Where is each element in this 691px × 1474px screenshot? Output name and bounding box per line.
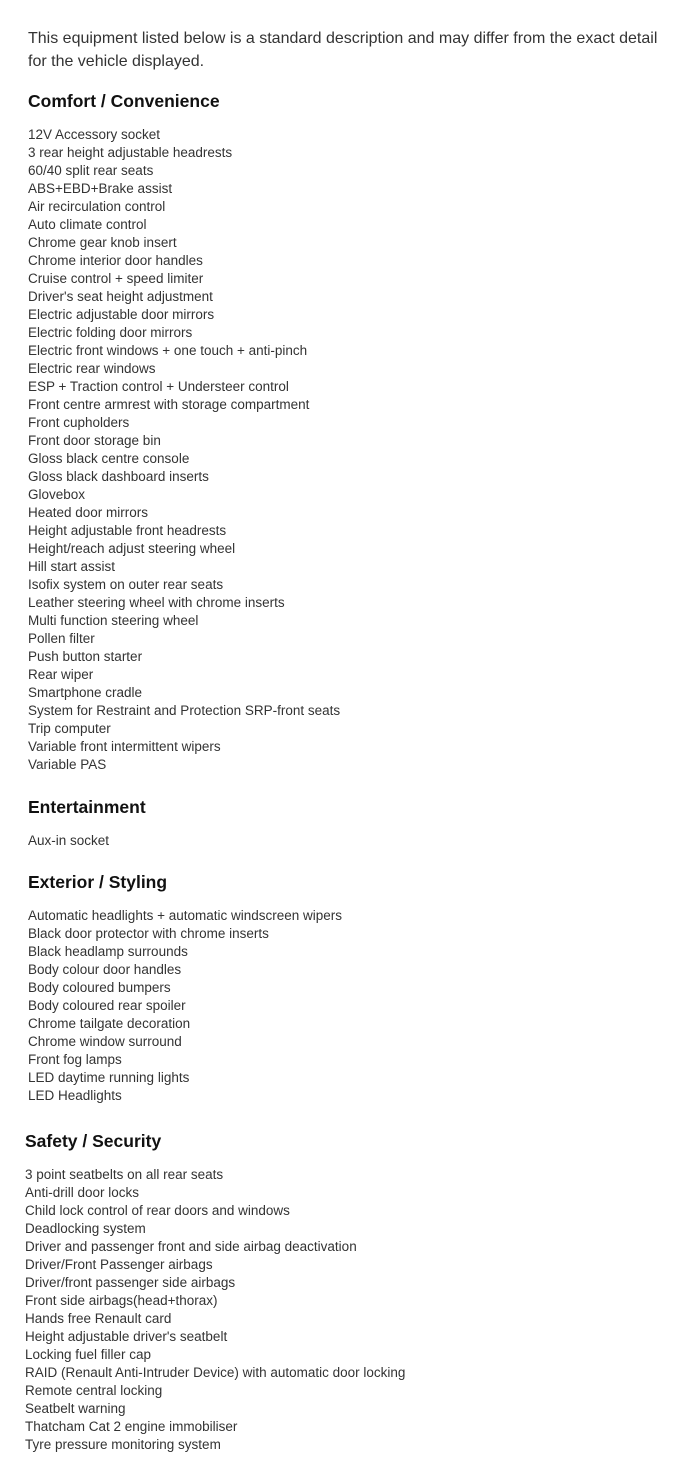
equipment-item: Remote central locking [25,1383,163,1398]
equipment-item: Black door protector with chrome inserts [28,926,269,941]
equipment-item: Push button starter [28,649,143,664]
equipment-item: Front cupholders [28,415,130,430]
comfort-item-list [28,126,678,774]
equipment-item: Chrome window surround [28,1034,182,1049]
equipment-item: Driver/front passenger side airbags [25,1275,236,1290]
equipment-disclaimer: This equipment listed below is a standard description and may differ from the exact detail for the vehicle displayed. [28,30,658,70]
equipment-item: Aux-in socket [28,833,110,848]
equipment-item: Electric rear windows [28,361,156,376]
equipment-item: Child lock control of rear doors and windows [25,1203,290,1218]
equipment-item: ABS+EBD+Brake assist [28,181,173,196]
equipment-item: Body coloured rear spoiler [28,998,186,1013]
equipment-item: Chrome gear knob insert [28,235,177,250]
equipment-item: Cruise control + speed limiter [28,271,204,286]
equipment-item: Body colour door handles [28,962,182,977]
equipment-item: Anti-drill door locks [25,1185,140,1200]
entertainment-item-list [28,832,678,850]
equipment-item: 3 rear height adjustable headrests [28,145,233,160]
equipment-item: Gloss black centre console [28,451,190,466]
section-title-exterior: Exterior / Styling [28,872,168,892]
equipment-item: Variable PAS [28,757,107,772]
equipment-item: Auto climate control [28,217,147,232]
equipment-item: Driver and passenger front and side airbag deactivation [25,1239,357,1254]
section-title-comfort: Comfort / Convenience [28,91,220,111]
equipment-item: Electric adjustable door mirrors [28,307,215,322]
equipment-item: ESP + Traction control + Understeer control [28,379,289,394]
equipment-item: Electric folding door mirrors [28,325,193,340]
equipment-item: Height adjustable front headrests [28,523,227,538]
equipment-item: Rear wiper [28,667,94,682]
equipment-item: 60/40 split rear seats [28,163,154,178]
equipment-item: Locking fuel filler cap [25,1347,152,1362]
equipment-item: Deadlocking system [25,1221,146,1236]
equipment-item: Electric front windows + one touch + anti-pinch [28,343,308,358]
equipment-item: Front side airbags(head+thorax) [25,1293,218,1308]
equipment-item: 12V Accessory socket [28,127,161,142]
equipment-item: Trip computer [28,721,111,736]
equipment-item: Body coloured bumpers [28,980,171,995]
equipment-item: Thatcham Cat 2 engine immobiliser [25,1419,238,1434]
equipment-item: Automatic headlights + automatic windscreen wipers [28,908,343,923]
equipment-item: Pollen filter [28,631,95,646]
entertainment-section [28,795,678,850]
section-title-entertainment: Entertainment [28,797,146,817]
equipment-item: Seatbelt warning [25,1401,126,1416]
exterior-item-list [28,907,678,1105]
equipment-item: Height adjustable driver's seatbelt [25,1329,228,1344]
section-title-safety: Safety / Security [25,1131,162,1151]
equipment-item: LED daytime running lights [28,1070,190,1085]
equipment-item: Height/reach adjust steering wheel [28,541,236,556]
equipment-item: Black headlamp surrounds [28,944,188,959]
equipment-item: Chrome tailgate decoration [28,1016,191,1031]
equipment-item: Variable front intermittent wipers [28,739,221,754]
equipment-item: Heated door mirrors [28,505,149,520]
equipment-item: RAID (Renault Anti-Intruder Device) with automatic door locking [25,1365,406,1380]
equipment-item: Tyre pressure monitoring system [25,1437,221,1452]
equipment-item: Smartphone cradle [28,685,143,700]
equipment-item: Gloss black dashboard inserts [28,469,209,484]
comfort-convenience-section [28,89,678,774]
equipment-item: Driver/Front Passenger airbags [25,1257,213,1272]
equipment-item: Leather steering wheel with chrome inserts [28,595,285,610]
equipment-item: System for Restraint and Protection SRP-front seats [28,703,341,718]
equipment-item: Multi function steering wheel [28,613,199,628]
equipment-item: Isofix system on outer rear seats [28,577,224,592]
safety-item-list [25,1166,675,1454]
equipment-item: Hands free Renault card [25,1311,172,1326]
safety-security-section [25,1129,675,1454]
exterior-styling-section [28,870,678,1105]
equipment-item: LED Headlights [28,1088,122,1103]
equipment-item: Front centre armrest with storage compartment [28,397,310,412]
equipment-item: Front fog lamps [28,1052,122,1067]
equipment-item: Air recirculation control [28,199,166,214]
equipment-item: Driver's seat height adjustment [28,289,213,304]
equipment-item: Hill start assist [28,559,116,574]
equipment-item: Glovebox [28,487,86,502]
equipment-item: Front door storage bin [28,433,161,448]
equipment-item: Chrome interior door handles [28,253,203,268]
equipment-item: 3 point seatbelts on all rear seats [25,1167,224,1182]
